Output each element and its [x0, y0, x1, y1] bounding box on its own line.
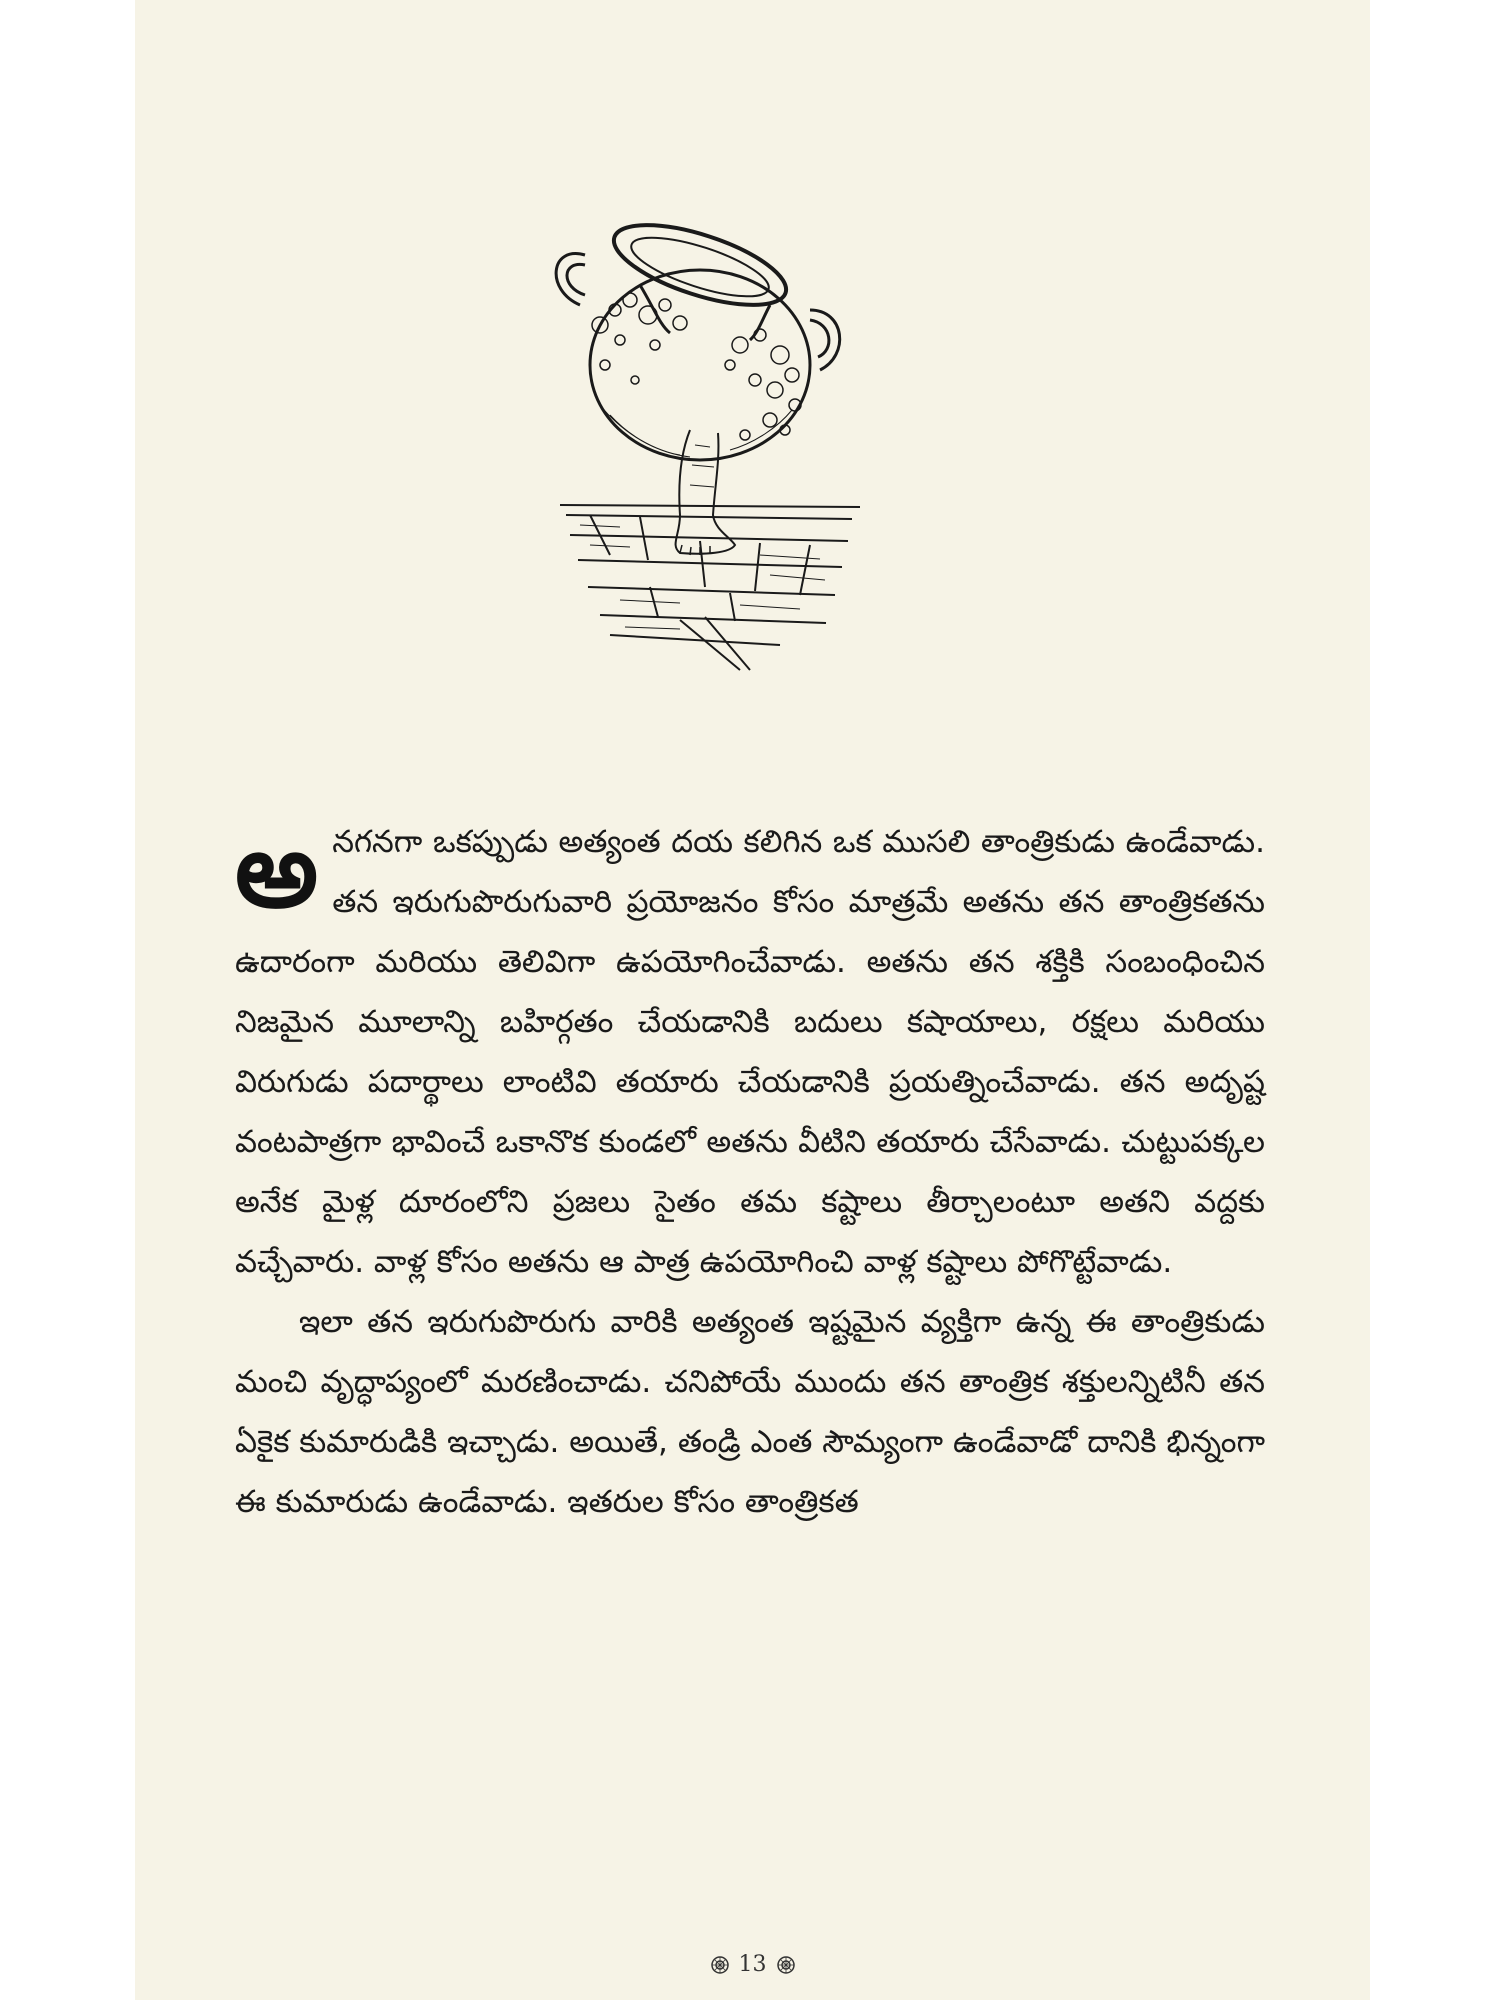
paragraph-1	[235, 809, 1265, 1292]
story-text	[235, 809, 1265, 1532]
page-number: 13	[738, 1952, 767, 1977]
drop-cap: అ	[235, 809, 319, 931]
paragraph-2: ఇలా తన ఇరుగుపొరుగు వారికి అత్యంత ఇష్టమైన వ్యక్తిగా ఉన్న ఈ తాంత్రికుడు మంచి వృద్ధాప్యంలో మరణించాడు. చనిపోయే ముందు తన తాంత్రిక శక్తులన్నిటినీ తన ఏకైక కుమారుడికి ఇచ్చాడు. అయితే, తండ్రి ఎంత సౌమ్యంగా ఉండేవాడో దానికి భిన్నంగా ఈ కుమారుడు ఉండేవాడు. ఇతరుల కోసం తాంత్రికత	[235, 1304, 1265, 1520]
rosette-icon	[773, 1955, 799, 1975]
page-footer	[135, 1952, 1370, 1977]
walking-pot-illustration	[530, 215, 870, 685]
rosette-icon	[707, 1955, 733, 1975]
book-page	[135, 0, 1370, 2000]
paragraph-1-text: నగనగా ఒకప్పుడు అత్యంత దయ కలిగిన ఒక ముసలి తాంత్రికుడు ఉండేవాడు. తన ఇరుగుపొరుగువారి ప్రయోజనం కోసం మాత్రమే అతను తన తాంత్రికతను ఉదారంగా మరియు తెలివిగా ఉపయోగించేవాడు. అతను తన శక్తికి సంబంధించిన నిజమైన మూలాన్ని బహిర్గతం చేయడానికి బదులు కషాయాలు, రక్షలు మరియు విరుగుడు పదార్థాలు లాంటివి తయారు చేయడానికి ప్రయత్నించేవాడు. తన అదృష్ట వంటపాత్రగా భావించే ఒకానొక కుండలో అతను వీటిని తయారు చేసేవాడు. చుట్టుపక్కల అనేక మైళ్ల దూరంలోని ప్రజలు సైతం తమ కష్టాలు తీర్చాలంటూ అతని వద్దకు వచ్చేవారు. వాళ్ల కోసం అతను ఆ పాత్ర ఉపయోగించి వాళ్ల కష్టాలు పోగొట్టేవాడు.	[235, 824, 1265, 1280]
